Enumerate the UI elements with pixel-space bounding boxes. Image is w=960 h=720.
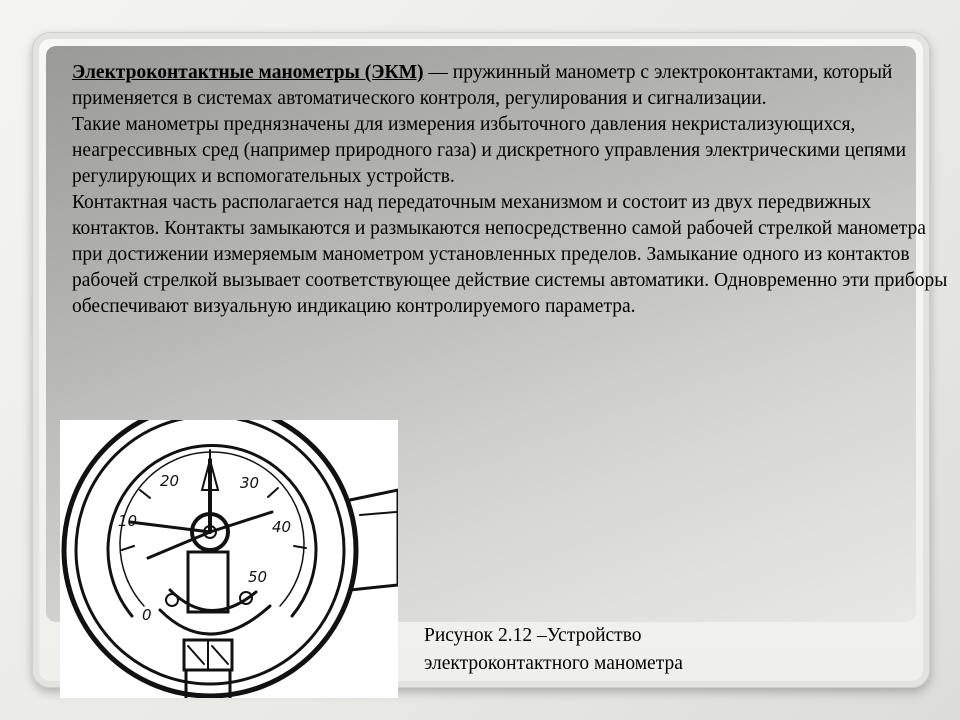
scale-label-40: 40 [272,518,292,536]
term-ekm: Электроконтактные манометры (ЭКМ) [72,62,424,83]
caption-line-2: электроконтактного манометра [424,653,683,674]
figure-caption [424,622,804,678]
definition-text: — пружинный манометр с электроконтактами, который применяется в системах автоматического контроля, регулирования и сигнализации. [72,62,893,109]
scale-label-0: 0 [142,606,152,624]
paragraph-purpose: Такие манометры преднязначены для измерения избыточного давления некристализующихся, неагрессивных сред (например природного газа) и дискретного управления электрическими цепями регулирующих и вспомогательных устройств. [72,114,907,187]
caption-line-1: Рисунок 2.12 –Устройство [424,625,642,646]
slide-text [72,60,952,320]
manometer-figure [60,420,398,698]
scale-label-50: 50 [248,568,268,586]
scale-label-10: 10 [118,512,138,530]
manometer-drawing [60,420,398,698]
scale-label-20: 20 [160,472,180,490]
paragraph-contacts: Контактная часть располагается над передаточным механизмом и состоит из двух передвижных контактов. Контакты замыкаются и размыкаются непосредственно самой рабочей стрелкой манометра при достижении измеряемым манометром установленных пределов. Замыкание одного из контактов рабочей стрелкой вызывает соответствующее действие системы автоматики. Одновременно эти приборы обеспечивают визуальную индикацию контролируемого параметра. [72,192,948,317]
scale-label-30: 30 [240,474,260,492]
paragraph-definition [72,60,952,112]
